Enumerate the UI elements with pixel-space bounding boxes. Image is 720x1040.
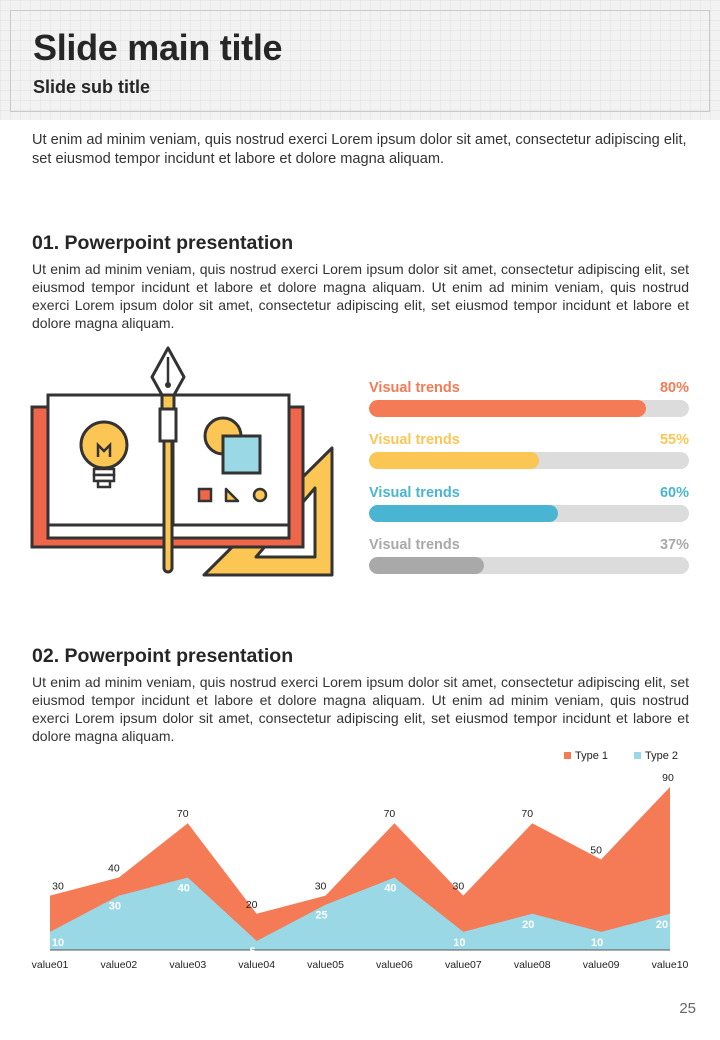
slide-title: Slide main title bbox=[33, 27, 283, 68]
progress-row bbox=[369, 537, 689, 581]
progress-fill bbox=[369, 557, 484, 574]
progress-label: Visual trends bbox=[369, 432, 460, 448]
x-tick-label: value08 bbox=[513, 959, 551, 971]
data-label-type2: 25 bbox=[315, 909, 328, 922]
progress-percent: 80% bbox=[659, 380, 689, 396]
progress-fill bbox=[369, 505, 558, 522]
page-number: 25 bbox=[679, 1000, 696, 1017]
x-tick-label: value02 bbox=[100, 959, 138, 971]
intro-paragraph: Ut enim ad minim veniam, quis nostrud exerci Lorem ipsum dolor sit amet, consectetur adipiscing elit, set eiusmod tempor incidunt et labore et dolore magna aliquam. bbox=[32, 132, 687, 167]
progress-row bbox=[369, 432, 689, 476]
data-label-type1: 30 bbox=[52, 880, 64, 893]
data-label-type1: 50 bbox=[590, 844, 602, 857]
progress-percent: 55% bbox=[659, 432, 689, 448]
progress-track bbox=[369, 400, 689, 417]
title-box bbox=[10, 10, 710, 112]
data-label-type2: 30 bbox=[108, 900, 122, 913]
x-tick-label: value10 bbox=[651, 959, 689, 971]
legend-label: Type 2 bbox=[645, 750, 679, 762]
data-label-type1: 70 bbox=[176, 808, 189, 821]
progress-row bbox=[369, 485, 689, 529]
progress-label: Visual trends bbox=[369, 537, 460, 553]
slide-subtitle: Slide sub title bbox=[33, 77, 151, 97]
legend-label: Type 1 bbox=[575, 750, 609, 762]
x-tick-label: value05 bbox=[307, 959, 344, 971]
section-2-heading: 02. Powerpoint presentation bbox=[32, 645, 294, 667]
section-2-body: Ut enim ad minim veniam, quis nostrud exerci Lorem ipsum dolor sit amet, consectetur adipiscing elit, set eiusmod tempor incidunt et labore et dolore magna aliquam. Ut enim ad minim veniam, quis nostrud exerci Lorem ipsum dolor sit amet, consectetur adipiscing elit, set eiusmod tempor incidunt et labore et dolore magna aliquam. bbox=[32, 674, 689, 744]
data-label-type2: 10 bbox=[51, 936, 65, 949]
data-label-type1: 20 bbox=[245, 898, 258, 911]
data-label-type2: 5 bbox=[249, 945, 256, 958]
x-tick-label: value06 bbox=[376, 959, 413, 971]
progress-fill bbox=[369, 400, 646, 417]
x-tick-label: value09 bbox=[582, 959, 620, 971]
progress-percent: 60% bbox=[659, 485, 689, 501]
x-tick-label: value07 bbox=[444, 959, 482, 971]
x-tick-label: value03 bbox=[169, 959, 207, 971]
progress-track bbox=[369, 452, 689, 469]
x-tick-label: value04 bbox=[238, 959, 276, 971]
area-chart bbox=[28, 745, 704, 977]
data-label-type1: 30 bbox=[314, 880, 327, 893]
section-1-heading: 01. Powerpoint presentation bbox=[32, 232, 294, 254]
legend-swatch bbox=[564, 752, 571, 759]
progress-track bbox=[369, 505, 689, 522]
data-label-type2: 40 bbox=[177, 882, 190, 895]
data-label-type1: 40 bbox=[108, 862, 120, 875]
progress-percent: 37% bbox=[659, 537, 689, 553]
progress-label: Visual trends bbox=[369, 485, 460, 501]
data-label-type2: 20 bbox=[522, 918, 535, 931]
legend-swatch bbox=[634, 752, 641, 759]
progress-track bbox=[369, 557, 689, 574]
data-label-type1: 30 bbox=[452, 880, 465, 893]
data-label-type2: 10 bbox=[590, 936, 604, 949]
data-label-type2: 10 bbox=[453, 936, 466, 949]
data-label-type1: 90 bbox=[662, 772, 674, 784]
data-label-type2: 20 bbox=[655, 918, 669, 931]
books-pen-illustration bbox=[30, 345, 335, 580]
section-1-body: Ut enim ad minim veniam, quis nostrud exerci Lorem ipsum dolor sit amet, consectetur adipiscing elit, set eiusmod tempor incidunt et labore et dolore magna aliquam. Ut enim ad minim veniam, quis nostrud exerci Lorem ipsum dolor sit amet, consectetur adipiscing elit, set eiusmod tempor incidunt et labore et dolore magna aliquam. bbox=[32, 261, 689, 331]
progress-label: Visual trends bbox=[369, 380, 460, 396]
data-label-type1: 70 bbox=[521, 808, 534, 821]
progress-fill bbox=[369, 452, 539, 469]
data-label-type1: 70 bbox=[383, 808, 396, 821]
data-label-type2: 40 bbox=[384, 882, 397, 895]
progress-row bbox=[369, 380, 689, 424]
x-tick-label: value01 bbox=[31, 959, 69, 971]
